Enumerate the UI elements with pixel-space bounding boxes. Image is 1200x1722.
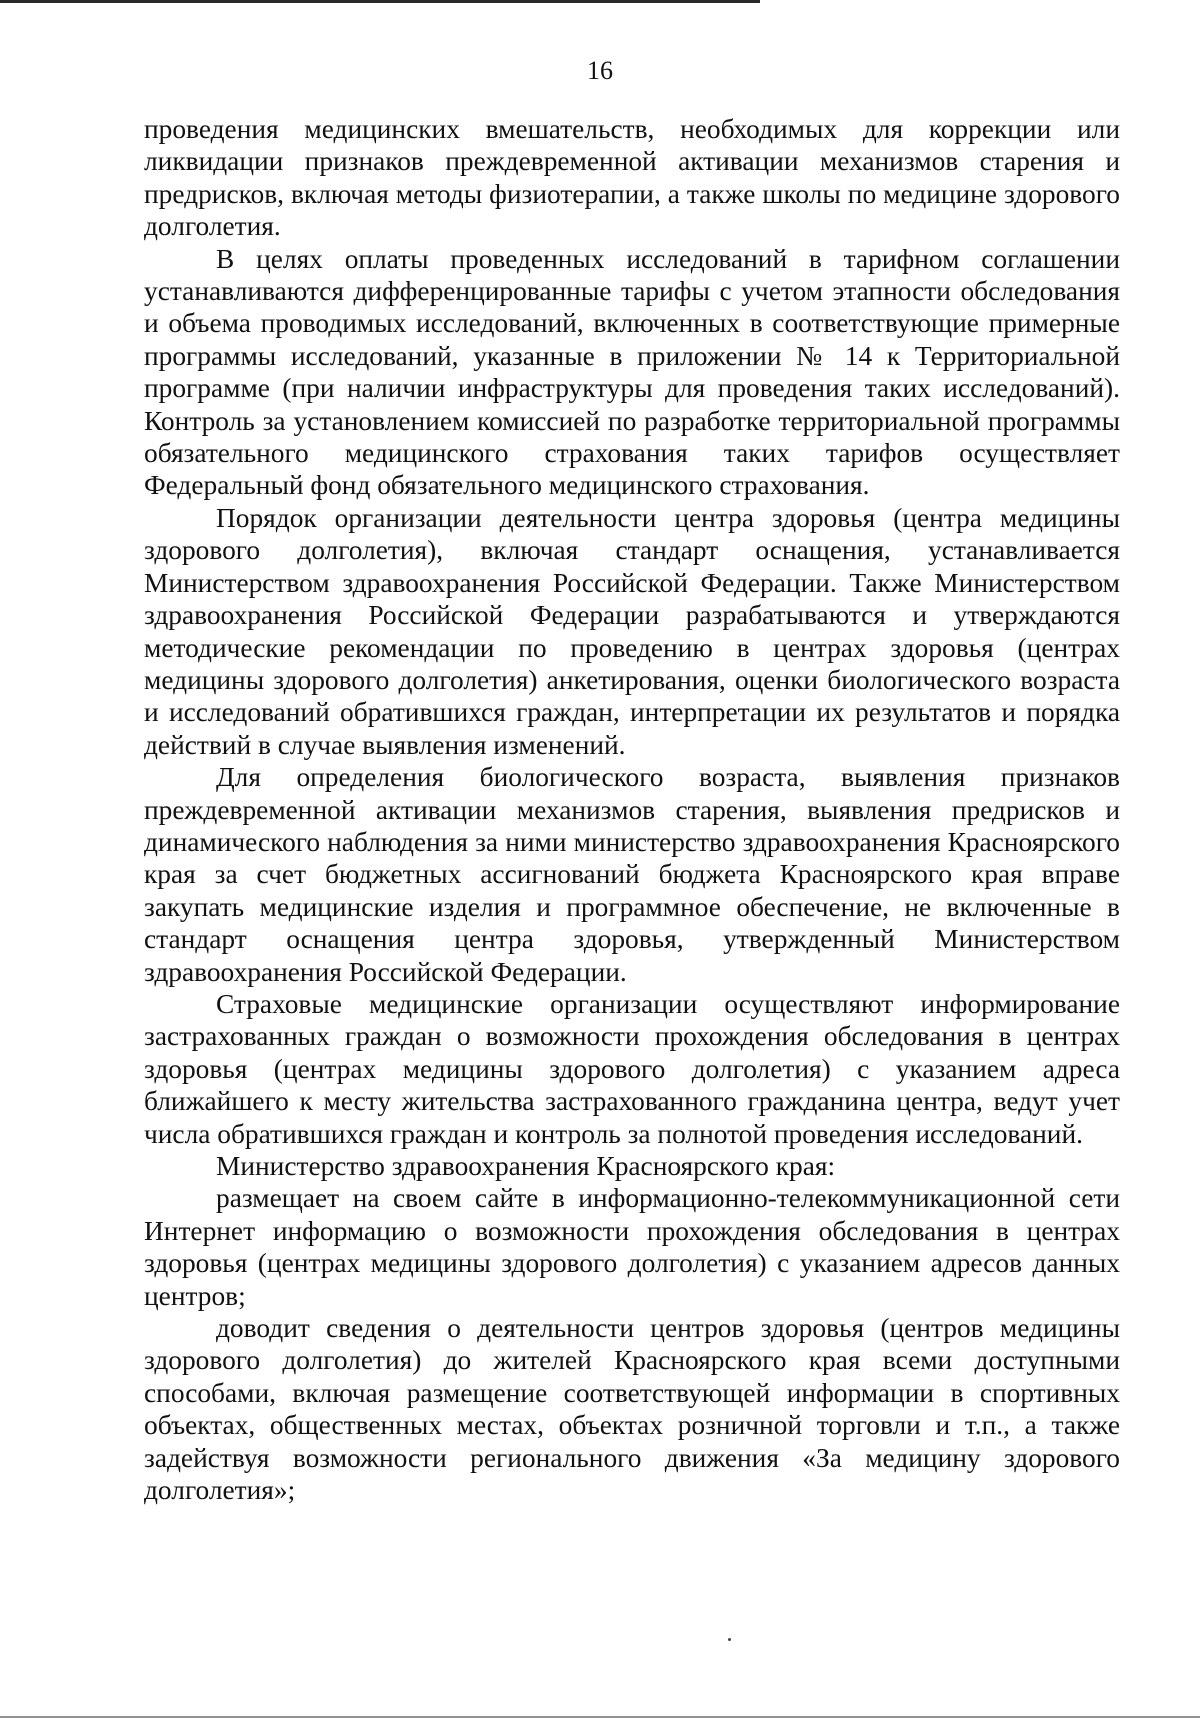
paragraph-continuation: проведения медицинских вмешательств, необходимых для коррекции или ликвидации признаков преждевременной активации механизмов старения и предрисков, включая методы физиотерапии, а также школы по медицине здорового долголетия.	[144, 114, 1120, 242]
paragraph-insurance-organizations: Страховые медицинские организации осуществляют информирование застрахованных граждан о возможности прохождения обследования в центрах здоровья (центрах медицины здорового долголетия) с указанием адреса ближайшего к месту жительства застрахованного гражданина центра, ведут учет числа обратившихся граждан и контроль за полнотой проведения исследований.	[144, 988, 1120, 1149]
page-number: 16	[587, 56, 613, 85]
paragraph-health-center-procedure: Порядок организации деятельности центра здоровья (центра медицины здорового долголетия), включая стандарт оснащения, устанавливается Министерством здравоохранения Российской Федерации. Также Министерством здравоохранения Российской Федерации разрабатываются и утверждаются методические рекомендации по проведению в центрах здоровья (центрах медицины здорового долголетия) анкетирования, оценки биологического возраста и исследований обратившихся граждан, интерпретации их результатов и порядка действий в случае выявления изменений.	[144, 502, 1120, 760]
paragraph-residents-info: доводит сведения о деятельности центров здоровья (центров медицины здорового долголетия) до жителей Красноярского края всеми доступными способами, включая размещение соответствующей информации в спортивных объектах, общественных местах, объектах розничной торговли и т.п., а также задействуя возможности регионального движения «За медицину здорового долголетия»;	[144, 1313, 1120, 1506]
scan-speck	[728, 1638, 731, 1641]
scan-border-top	[0, 0, 760, 3]
document-body	[144, 113, 1120, 1506]
paragraph-tariffs: В целях оплаты проведенных исследований в тарифном соглашении устанавливаются дифференцированные тарифы с учетом этапности обследования и объема проводимых исследований, включенных в соответствующие примерные программы исследований, указанные в приложении № 14 к Территориальной программе (при наличии инфраструктуры для проведения таких исследований). Контроль за установлением комиссией по разработке территориальной программы обязательного медицинского страхования таких тарифов осуществляет Федеральный фонд обязательного медицинского страхования.	[144, 243, 1120, 501]
paragraph-biological-age: Для определения биологического возраста, выявления признаков преждевременной активации механизмов старения, выявления предрисков и динамического наблюдения за ними министерство здравоохранения Красноярского края за счет бюджетных ассигнований бюджета Красноярского края вправе закупать медицинские изделия и программное обеспечение, не включенные в стандарт оснащения центра здоровья, утвержденный Министерством здравоохранения Российской Федерации.	[144, 762, 1120, 987]
paragraph-ministry-heading: Министерство здравоохранения Красноярского края:	[216, 1151, 836, 1181]
scan-border-bottom	[0, 1716, 1200, 1718]
paragraph-website-info: размещает на своем сайте в информационно-телекоммуникационной сети Интернет информацию о возможности прохождения обследования в центрах здоровья (центрах медицины здорового долголетия) с указанием адресов данных центров;	[144, 1183, 1120, 1311]
